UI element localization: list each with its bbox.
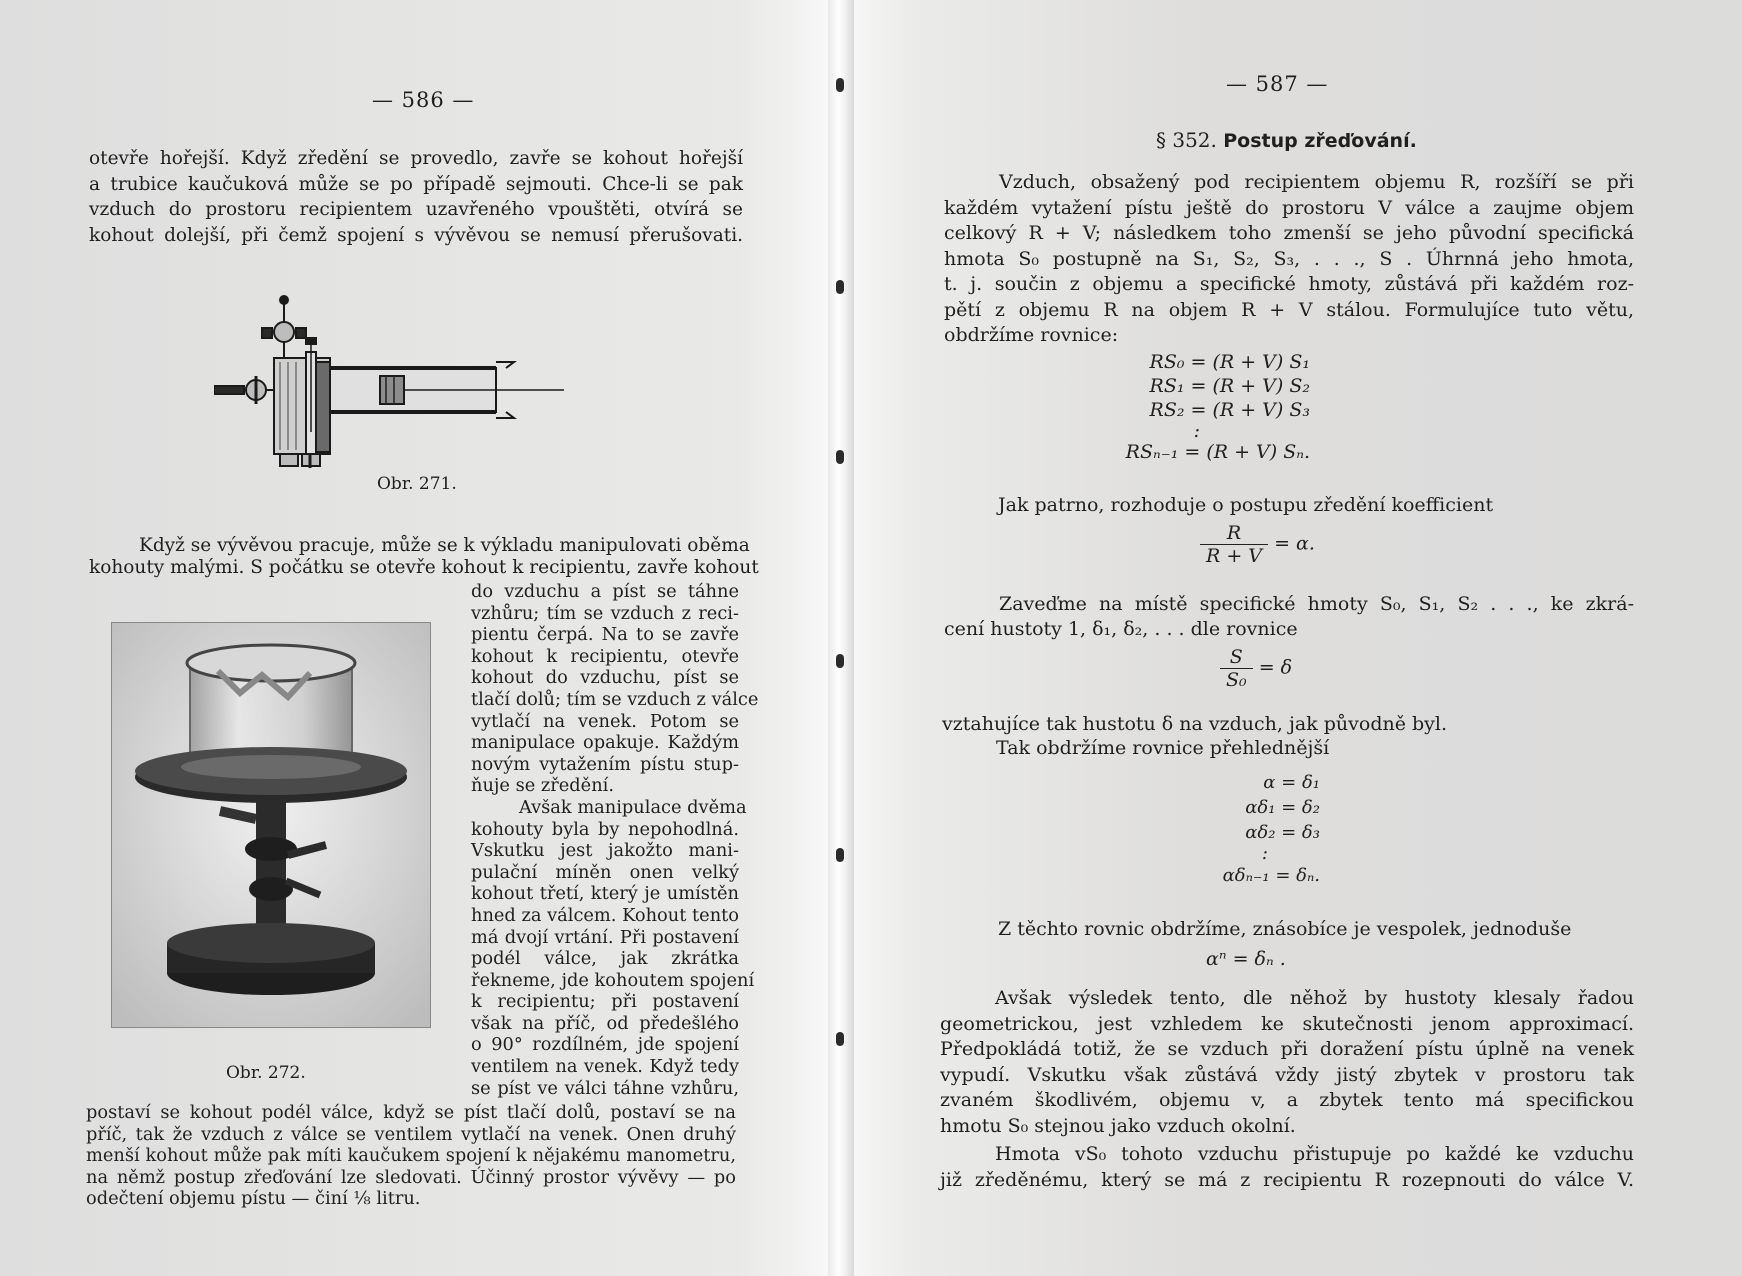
text-line: Vzduch, obsažený pod recipientem objemu R, rozšíří se při	[999, 171, 1634, 193]
equations-block-2	[1170, 770, 1320, 888]
text-line: kohouty malými. S počátku se otevře kohout k recipientu, zavře kohout	[89, 557, 759, 578]
text-line: má dvojí vrtání. Při postavení	[471, 926, 739, 948]
equation: αδₙ₋₁ = δₙ.	[1222, 865, 1320, 886]
text-line: Vskutku jest jakožto mani-	[471, 840, 739, 862]
denominator: S₀	[1226, 669, 1247, 691]
text-line: již zředěnému, který se má z recipientu R rozepnouti do válce V.	[940, 1168, 1634, 1191]
figure-271-caption: Obr. 271.	[377, 474, 457, 494]
text-line: Když se vývěvou pracuje, může se k výkladu manipulovati oběma	[139, 535, 750, 556]
right-page	[840, 0, 1742, 1276]
text-line: kohout k recipientu, otevře	[471, 645, 739, 667]
equation: RSₙ₋₁ = (R + V) Sₙ.	[1125, 441, 1310, 463]
text-line: vypudí. Vskutku však zůstává vždy jistý zbytek v prostoru tak	[940, 1063, 1634, 1086]
text-line: každém vytažení pístu ještě do prostoru V válce a zaujme objem	[944, 196, 1634, 219]
approximation-paragraph	[940, 986, 1634, 1139]
side-column	[471, 581, 759, 1099]
intro-paragraph	[944, 170, 1634, 349]
text-line: obdržíme rovnice:	[944, 324, 1119, 346]
equation: :	[1193, 420, 1200, 442]
text-line: však na příč, od předešlého	[471, 1012, 739, 1034]
figure-272-caption: Obr. 272.	[226, 1063, 306, 1083]
text-line: tlačí dolů; tím se vzduch z válce	[471, 688, 759, 710]
text-line: menší kohout může pak míti kaučukem spojení k nějakému manometru,	[86, 1145, 736, 1167]
text-line: hned za válcem. Kohout tento	[471, 904, 739, 926]
text-line: vzhůru; tím se vzduch z reci-	[471, 602, 739, 624]
final-equation: αⁿ = δₙ .	[1206, 948, 1286, 970]
binding-stitch	[836, 78, 844, 92]
coefficient-sentence: Jak patrno, rozhoduje o postupu zředění koefficient	[998, 494, 1494, 516]
text-line: Avšak manipulace dvěma	[519, 796, 747, 818]
text-line: t. j. součin z objemu a specifické hmoty, zůstává při každém roz-	[944, 273, 1634, 295]
binding-stitch	[836, 450, 844, 464]
multiply-sentence: Z těchto rovnic obdržíme, znásobíce je vespolek, jednoduše	[998, 918, 1572, 940]
alpha-definition	[1200, 522, 1315, 567]
density-paragraph	[944, 592, 1634, 642]
equation-rhs: = δ	[1258, 656, 1293, 679]
text-line: hmota S₀ postupně na S₁, S₂, S₃, . . ., S . Úhrnná jeho hmota,	[944, 247, 1634, 270]
section-number: § 352.	[1156, 128, 1217, 152]
binding-stitch	[836, 280, 844, 294]
section-heading	[1156, 128, 1417, 152]
middle-paragraph	[89, 535, 759, 579]
text-line: se píst ve válci táhne vzhůru,	[471, 1077, 739, 1099]
air-pump-diagram	[214, 292, 616, 472]
text-line: novým vytažením pístu stup-	[471, 753, 739, 775]
equation: αδ₂ = δ₃	[1245, 822, 1320, 843]
denominator: R + V	[1206, 545, 1263, 567]
binding-stitch	[836, 1032, 844, 1046]
text-line: kohout třetí, který je umístěn	[471, 883, 739, 905]
text-line: zvaném škodlivém, objemu v, a zbytek tento má specifickou	[940, 1089, 1634, 1111]
numerator: R	[1200, 522, 1268, 545]
text-line: postaví se kohout podél válce, když se píst tlačí dolů, postaví se na	[86, 1102, 736, 1123]
text-line: ventilem na venek. Když tedy	[471, 1056, 739, 1078]
overview-sentence: Tak obdržíme rovnice přehlednější	[996, 737, 1330, 759]
page-number-586: — 586 —	[372, 88, 475, 112]
text-line: na němž postup zřeďování lze sledovati. Účinný prostor vývěvy — po	[86, 1166, 736, 1188]
equation: RS₀ = (R + V) S₁	[1149, 351, 1310, 373]
text-line: kohout do vzduchu, píst se	[471, 667, 739, 689]
mass-paragraph	[940, 1142, 1634, 1193]
page-number-587: — 587 —	[1226, 72, 1329, 96]
text-line: kohouty byla by nepohodlná.	[471, 818, 739, 840]
density-note: vztahujíce tak hustotu δ na vzduch, jak původně byl.	[942, 713, 1448, 735]
equation: αδ₁ = δ₂	[1245, 797, 1320, 818]
text-line: řekneme, jde kohoutem spojení	[471, 969, 755, 991]
text-line: cení hustoty 1, δ₁, δ₂, . . . dle rovnice	[944, 618, 1298, 640]
text-line: podél válce, jak zkrátka	[471, 948, 739, 970]
text-line: hmotu S₀ stejnou jako vzduch okolní.	[940, 1114, 1296, 1137]
text-line: k recipientu; při postavení	[471, 991, 739, 1013]
text-line: Zaveďme na místě specifické hmoty S₀, S₁, S₂ . . ., ke zkrá-	[999, 593, 1634, 615]
equation: RS₁ = (R + V) S₂	[1149, 375, 1310, 397]
text-line: Avšak výsledek tento, dle něhož by hustoty klesaly řadou	[995, 987, 1634, 1009]
text-line: pientu čerpá. Na to se zavře	[471, 624, 739, 646]
equation: RS₂ = (R + V) S₃	[1149, 399, 1310, 421]
equation: α = δ₁	[1263, 772, 1320, 793]
binding-stitch	[836, 654, 844, 668]
section-title: Postup zřeďování.	[1223, 130, 1417, 152]
book-gutter	[828, 0, 854, 1276]
text-line: pulační míněn onen velký	[471, 861, 739, 883]
numerator: S	[1220, 646, 1253, 669]
text-line: celkový R + V; následkem toho zmenší se jeho původní specifická	[944, 222, 1634, 244]
equation: :	[1261, 843, 1268, 864]
text-line: vzduch do prostoru recipientem uzavřeného vpouštěti, otvírá se	[89, 199, 743, 220]
left-page	[0, 0, 840, 1276]
text-line: Předpokládá totiž, že se vzduch při doražení pístu úplně na venek	[940, 1038, 1634, 1060]
equation-rhs: = α.	[1274, 532, 1315, 555]
equations-block-1	[1125, 350, 1310, 464]
text-line: o 90° rozdílném, jde spojení	[471, 1034, 739, 1056]
text-line: manipulace opakuje. Každým	[471, 732, 739, 754]
delta-definition	[1220, 646, 1292, 691]
text-line: Hmota vS₀ tohoto vzduchu přistupuje po každé ke vzduchu	[995, 1143, 1634, 1165]
fraction	[1220, 646, 1253, 691]
text-line: geometrickou, jest vzhledem ke skutečnosti jenom approximací.	[940, 1012, 1634, 1035]
fraction	[1200, 522, 1268, 567]
text-line: vytlačí na venek. Potom se	[471, 710, 739, 732]
text-line: do vzduchu a píst se táhne	[471, 581, 739, 602]
text-line: a trubice kaučuková může se po případě sejmouti. Chce-li se pak	[89, 173, 743, 195]
text-line: kohout dolejší, při čemž spojení s vývěvou se nemusí přerušovati.	[89, 224, 743, 246]
text-line: odečtení objemu pístu — činí ⅛ litru.	[86, 1188, 421, 1210]
bottom-paragraph	[86, 1102, 736, 1210]
text-line: ňuje se zředění.	[471, 775, 614, 797]
recipient-photo	[111, 622, 431, 1028]
binding-stitch	[836, 848, 844, 862]
text-line: příč, tak že vzduch z válce se ventilem vytlačí na venek. Onen druhý	[86, 1123, 736, 1145]
top-paragraph	[89, 146, 743, 248]
text-line: otevře hořejší. Když zředění se provedlo, zavře se kohout hořejší	[89, 148, 743, 169]
text-line: pětí z objemu R na objem R + V stálou. Formulujíce tuto větu,	[944, 298, 1634, 321]
